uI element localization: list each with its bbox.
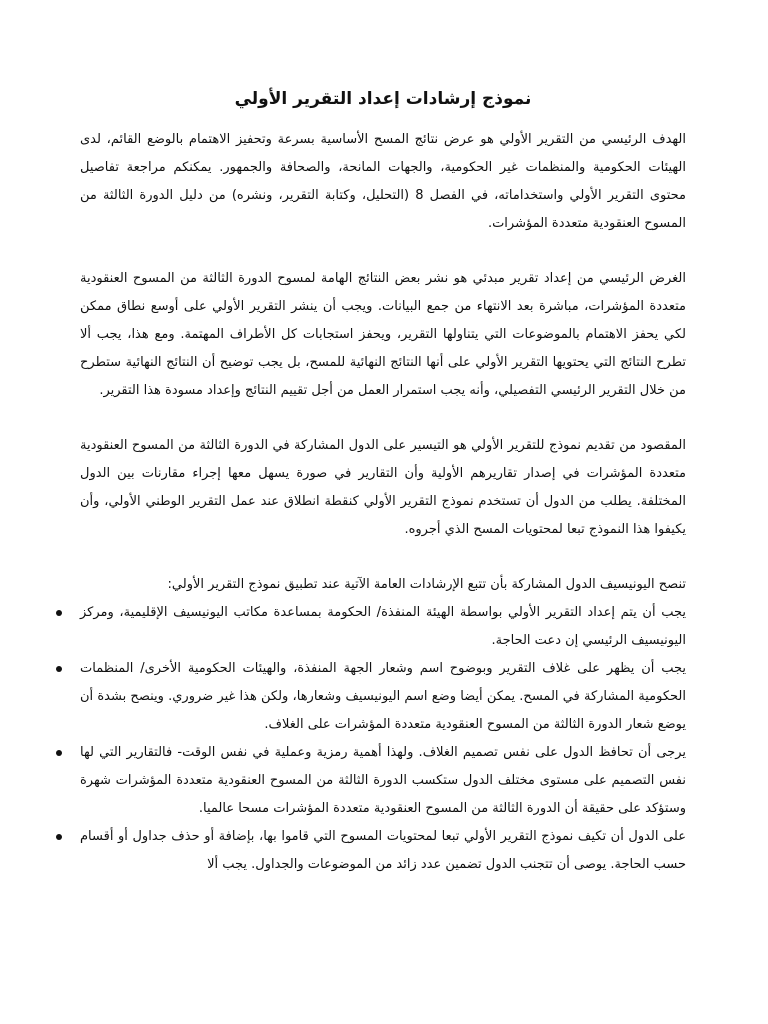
guidelines-intro: تنصح اليونيسيف الدول المشاركة بأن تتبع الإرشادات العامة الآتية عند تطبيق نموذج التقرير الأولي: (167, 577, 686, 592)
guidelines-list (80, 599, 686, 879)
bullet-icon (56, 750, 62, 756)
list-item (80, 599, 686, 655)
bullet-icon (56, 610, 62, 616)
list-item-text: يجب أن يتم إعداد التقرير الأولي بواسطة الهيئة المنفذة/ الحكومة بمساعدة مكاتب اليونيسيف الإقليمية، ومركز اليونيسيف الرئيسي إن دعت الحاجة. (80, 605, 686, 648)
list-item (80, 739, 686, 823)
list-item-text: يرجى أن تحافظ الدول على نفس تصميم الغلاف. ولهذا أهمية رمزية وعملية في نفس الوقت- فالتقارير التي لها نفس التصميم على مستوى مختلف الدول ستكسب الدورة الثالثة من المسوح العنقودية متعددة المؤشرات شهرة وستؤكد على حقيقة أن الدورة الثالثة من المسوح العنقودية متعددة المؤشرات مسحا عالميا. (80, 745, 686, 816)
list-item (80, 655, 686, 739)
list-item (80, 823, 686, 879)
paragraph-template-intent: المقصود من تقديم نموذج للتقرير الأولي هو التيسير على الدول المشاركة في الدورة الثالثة من المسوح العنقودية متعددة المؤشرات في إصدار تقاريرهم الأولية وأن التقارير في صورة يسهل معها إجراء مقارنات بين الدول المختلفة. يطلب من الدول أن تستخدم نموذج التقرير الأولي كنقطة انطلاق عند عمل التقرير الوطني الأولي، وأن يكيفوا هذا النموذج تبعا لمحتويات المسح الذي أجروه. (80, 438, 686, 537)
bullet-icon (56, 666, 62, 672)
paragraph-purpose: الهدف الرئيسي من التقرير الأولي هو عرض نتائج المسح الأساسية بسرعة وتحفيز الاهتمام بالوضع القائم، لدى الهيئات الحكومية والمنظمات غير الحكومية، والجهات المانحة، والصحافة والجمهور. يمكنكم مراجعة تفاصيل محتوى التقرير الأولي واستخداماته، في الفصل 8 (التحليل، وكتابة التقرير، ونشره) من دليل الدورة الثالثة من المسوح العنقودية متعددة المؤشرات. (80, 132, 686, 231)
list-item-text: يجب أن يظهر على غلاف التقرير وبوضوح اسم وشعار الجهة المنفذة، والهيئات الحكومية الأخرى/ المنظمات الحكومية المشاركة في المسح. يمكن أيضا وضع اسم اليونيسيف وشعارها، ولكن هذا غير ضروري. وينصح بشدة أن يوضع شعار الدورة الثالثة من المسوح العنقودية متعددة المؤشرات على الغلاف. (80, 661, 686, 732)
list-item-text: على الدول أن تكيف نموذج التقرير الأولي تبعا لمحتويات المسوح التي قاموا بها، بإضافة أو حذف جداول أو أقسام حسب الحاجة. يوصى أن تتجنب الدول تضمين عدد زائد من الموضوعات والجداول. يجب ألا (80, 829, 686, 872)
bullet-icon (56, 834, 62, 840)
document-title: نموذج إرشادات إعداد التقرير الأولي (234, 89, 532, 109)
paragraph-main-goal: الغرض الرئيسي من إعداد تقرير مبدئي هو نشر بعض النتائج الهامة لمسوح الدورة الثالثة من المسوح العنقودية متعددة المؤشرات، مباشرة بعد الانتهاء من جمع البيانات. ويجب أن ينشر التقرير الأولي على أوسع نطاق ممكن لكي يحفز الاهتمام بالموضوعات التي يتناولها التقرير، ويحفز استجابات كل الأطراف المهتمة. ومع هذا، يجب ألا تطرح النتائج التي يحتويها التقرير الأولي على أنها النتائج النهائية للمسح، بل يجب توضيح أن النتائج النهائية ستطرح من خلال التقرير الرئيسي التفصيلي، وأنه يجب استمرار العمل من أجل تقييم النتائج وإعداد مسودة هذا التقرير. (80, 271, 686, 398)
